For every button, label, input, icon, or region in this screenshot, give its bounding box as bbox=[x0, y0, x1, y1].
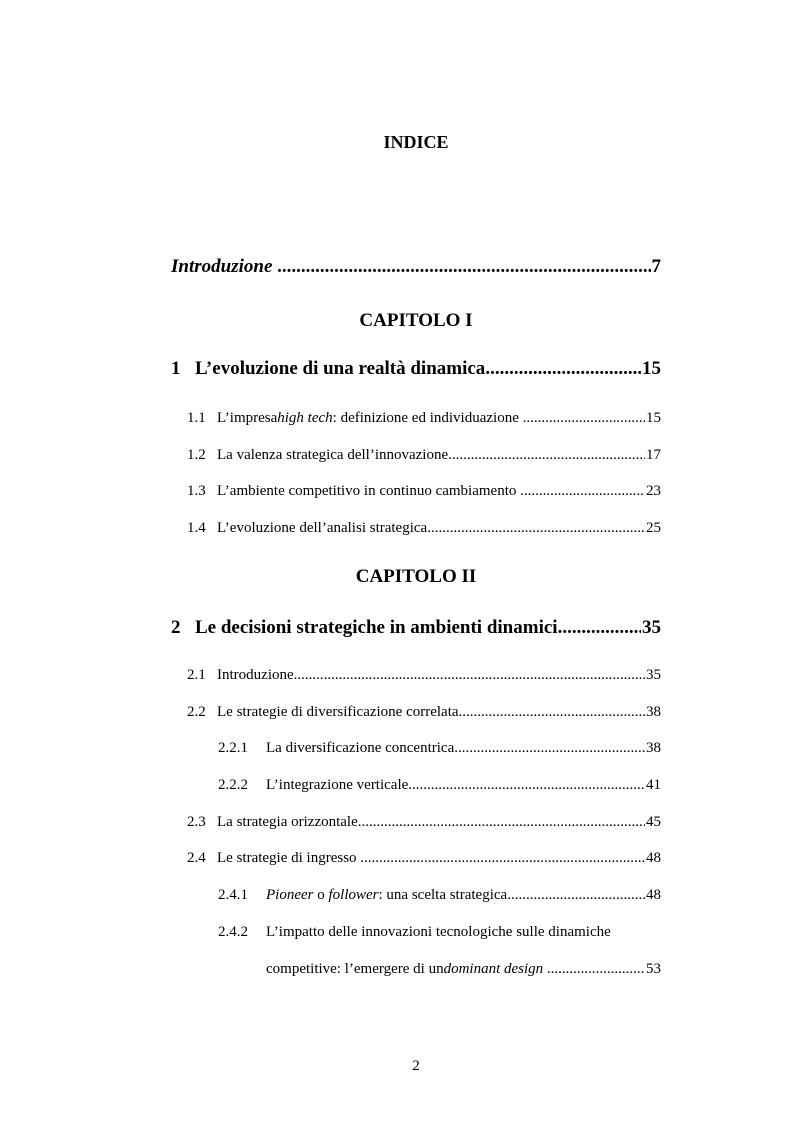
toc-entry-label: Introduzione bbox=[217, 667, 294, 683]
chapter-heading-1: CAPITOLO I bbox=[359, 310, 473, 331]
toc-entry-page: 48 bbox=[646, 887, 661, 903]
toc-entry-2-2-1[interactable] bbox=[218, 740, 661, 757]
dot-leader bbox=[485, 358, 641, 380]
toc-entry-page: 35 bbox=[642, 617, 661, 638]
toc-entry-number: 1 bbox=[171, 358, 181, 379]
toc-entry-chapter-1[interactable] bbox=[171, 358, 661, 380]
toc-entry-number: 2.3 bbox=[187, 814, 206, 830]
toc-entry-page: 38 bbox=[646, 740, 661, 756]
toc-entry-label: : definizione ed individuazione bbox=[332, 410, 519, 426]
toc-entry-page: 38 bbox=[646, 704, 661, 720]
toc-entry-label: La strategia orizzontale bbox=[217, 814, 358, 830]
toc-entry-label-italic: Pioneer bbox=[266, 887, 314, 903]
toc-entry-2-4-1[interactable] bbox=[218, 887, 661, 904]
toc-entry-label: L’impresa bbox=[217, 410, 278, 426]
toc-entry-label: L’impatto delle innovazioni tecnologiche sulle dinamiche bbox=[266, 924, 611, 940]
toc-entry-number: 1.2 bbox=[187, 447, 206, 463]
toc-entry-2-3[interactable] bbox=[187, 814, 661, 831]
toc-entry-label: Le strategie di diversificazione correlata bbox=[217, 704, 459, 720]
toc-entry-page: 25 bbox=[646, 520, 661, 536]
dot-leader bbox=[558, 617, 641, 639]
toc-entry-page: 53 bbox=[646, 961, 661, 977]
toc-entry-label: La diversificazione concentrica bbox=[266, 740, 455, 756]
toc-entry-1-4[interactable] bbox=[187, 520, 661, 537]
toc-entry-page: 15 bbox=[646, 410, 661, 426]
page-title: INDICE bbox=[383, 132, 449, 152]
toc-entry-page: 17 bbox=[646, 447, 661, 463]
dot-leader bbox=[547, 961, 645, 978]
dot-leader bbox=[520, 483, 645, 500]
toc-entry-label: Le strategie di ingresso bbox=[217, 850, 357, 866]
toc-entry-page: 35 bbox=[646, 667, 661, 683]
toc-entry-page: 45 bbox=[646, 814, 661, 830]
dot-leader bbox=[448, 447, 645, 464]
toc-entry-1-1[interactable] bbox=[187, 410, 661, 427]
toc-entry-page: 48 bbox=[646, 850, 661, 866]
toc-entry-label: La valenza strategica dell’innovazione bbox=[217, 447, 449, 463]
toc-entry-2-2[interactable] bbox=[187, 704, 661, 721]
dot-leader bbox=[523, 410, 645, 427]
toc-entry-2-2-2[interactable] bbox=[218, 777, 661, 794]
toc-entry-page: 23 bbox=[646, 483, 661, 499]
toc-entry-number: 1.1 bbox=[187, 410, 206, 426]
dot-leader bbox=[360, 850, 645, 867]
toc-entry-label: L’evoluzione dell’analisi strategica bbox=[217, 520, 428, 536]
toc-entry-page: 7 bbox=[651, 256, 661, 277]
toc-entry-chapter-2[interactable] bbox=[171, 617, 661, 639]
dot-leader bbox=[454, 740, 645, 757]
toc-entry-label: L’ambiente competitivo in continuo cambiamento bbox=[217, 483, 517, 499]
dot-leader bbox=[277, 256, 650, 278]
toc-entry-label: o bbox=[313, 887, 329, 903]
toc-entry-number: 2.1 bbox=[187, 667, 206, 683]
toc-entry-number: 2.2.1 bbox=[218, 740, 248, 756]
toc-entry-number: 2.2.2 bbox=[218, 777, 248, 793]
dot-leader bbox=[294, 667, 645, 684]
chapter-heading-2: CAPITOLO II bbox=[355, 566, 477, 587]
toc-entry-continuation bbox=[266, 961, 661, 978]
toc-entry-label: Le decisioni strategiche in ambienti dinamici bbox=[195, 617, 558, 638]
toc-entry-number: 2.4.1 bbox=[218, 887, 248, 903]
toc-entry-1-3[interactable] bbox=[187, 483, 661, 500]
toc-entry-page: 41 bbox=[646, 777, 661, 793]
toc-entry-number: 1.3 bbox=[187, 483, 206, 499]
toc-entry-number: 2 bbox=[171, 617, 181, 638]
toc-entry-number: 1.4 bbox=[187, 520, 206, 536]
toc-entry-number: 2.2 bbox=[187, 704, 206, 720]
toc-entry-page: 15 bbox=[642, 358, 661, 379]
toc-entry-2-4[interactable] bbox=[187, 850, 661, 867]
dot-leader bbox=[408, 777, 645, 794]
toc-entry-label-italic: dominant design bbox=[443, 961, 544, 977]
dot-leader bbox=[358, 814, 645, 831]
dot-leader bbox=[459, 704, 645, 721]
toc-entry-label: L’integrazione verticale bbox=[266, 777, 409, 793]
page-number: 2 bbox=[412, 1058, 420, 1074]
dot-leader bbox=[507, 887, 645, 904]
toc-entry-1-2[interactable] bbox=[187, 447, 661, 464]
toc-entry-label-italic: high tech bbox=[277, 410, 333, 426]
dot-leader bbox=[427, 520, 645, 537]
toc-entry-label: competitive: l’emergere di un bbox=[266, 961, 444, 977]
toc-entry-label: Introduzione bbox=[171, 256, 273, 277]
toc-entry-2-1[interactable] bbox=[187, 667, 661, 684]
toc-entry-introduzione[interactable] bbox=[171, 256, 661, 278]
toc-entry-label: L’evoluzione di una realtà dinamica bbox=[195, 358, 486, 379]
toc-entry-number: 2.4.2 bbox=[218, 924, 248, 940]
toc-entry-label-italic: follower bbox=[328, 887, 379, 903]
toc-entry-number: 2.4 bbox=[187, 850, 206, 866]
toc-entry-label: : una scelta strategica bbox=[378, 887, 508, 903]
